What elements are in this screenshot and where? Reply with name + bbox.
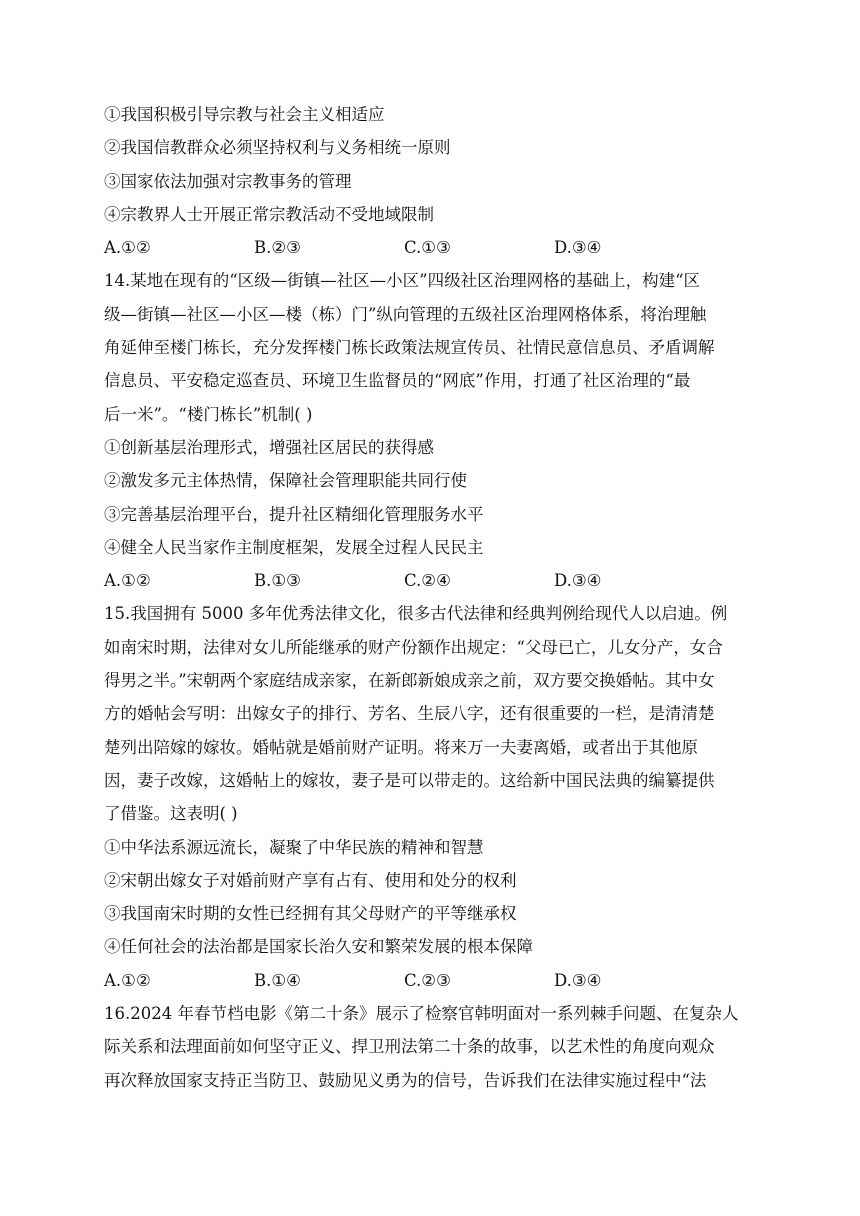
q14-stem-line-1: 14.某地在现有的“区级—街镇—社区—小区”四级社区治理网格的基础上，构建“区: [104, 271, 701, 291]
question-15-stem: [104, 597, 764, 830]
q13-option-d: D.③④: [554, 238, 602, 258]
q13-option-b: B.②③: [254, 238, 301, 258]
q15-options: [104, 964, 764, 997]
q14-options: [104, 564, 764, 597]
q14-option-a: A.①②: [104, 571, 151, 591]
q15-option-b: B.①④: [254, 970, 301, 990]
question-16-stem: [104, 997, 764, 1097]
q15-stem-line-7: 了借鉴。这表明( ): [104, 804, 238, 824]
q15-stem-line-1: 15.我国拥有 5000 多年优秀法律文化，很多古代法律和经典判例给现代人以启迪。例: [104, 604, 728, 624]
question-13-items: [104, 98, 764, 231]
q15-option-c: C.②③: [404, 970, 451, 990]
q15-item-2: ②宋朝出嫁女子对婚前财产享有占有、使用和处分的权利: [104, 870, 517, 890]
q14-item-4: ④健全人民当家作主制度框架，发展全过程人民民主: [104, 537, 484, 557]
q14-stem-line-3: 角延伸至楼门栋长，充分发挥楼门栋长政策法规宣传员、社情民意信息员、矛盾调解: [104, 338, 715, 358]
question-14-stem: [104, 264, 764, 430]
q13-item-2: ②我国信教群众必须坚持权利与义务相统一原则: [104, 138, 451, 158]
question-15-items: [104, 831, 764, 964]
q14-item-2: ②激发多元主体热情，保障社会管理职能共同行使: [104, 471, 467, 491]
q14-option-b: B.①③: [254, 571, 301, 591]
q15-stem-line-3: 得男之半。”宋朝两个家庭结成亲家，在新郎新娘成亲之前，双方要交换婚帖。其中女: [104, 671, 715, 691]
q14-stem-line-2: 级—街镇—社区—小区—楼（栋）门”纵向管理的五级社区治理网格体系，将治理触: [104, 304, 707, 324]
document-content: [104, 98, 764, 1097]
q13-options: [104, 231, 764, 264]
q14-option-c: C.②④: [404, 571, 451, 591]
q16-stem-line-1: 16.2024 年春节档电影《第二十条》展示了检察官韩明面对一系列棘手问题、在复杂人: [104, 1004, 739, 1024]
q14-item-3: ③完善基层治理平台，提升社区精细化管理服务水平: [104, 504, 484, 524]
q16-stem-line-2: 际关系和法理面前如何坚守正义、捍卫刑法第二十条的故事，以艺术性的角度向观众: [104, 1037, 715, 1057]
q15-stem-line-5: 楚列出陪嫁的嫁妆。婚帖就是婚前财产证明。将来万一夫妻离婚，或者出于其他原: [104, 737, 698, 757]
q15-stem-line-2: 如南宋时期，法律对女儿所能继承的财产份额作出规定：“父母已亡，儿女分产，女合: [104, 637, 723, 657]
q13-option-c: C.①③: [404, 238, 451, 258]
q15-option-a: A.①②: [104, 970, 151, 990]
q13-item-1: ①我国积极引导宗教与社会主义相适应: [104, 105, 385, 124]
q14-item-1: ①创新基层治理形式，增强社区居民的获得感: [104, 437, 434, 457]
question-14-items: [104, 431, 764, 564]
q15-option-d: D.③④: [554, 970, 602, 990]
q13-item-4: ④宗教界人士开展正常宗教活动不受地域限制: [104, 204, 434, 224]
q13-option-a: A.①②: [104, 238, 151, 258]
q14-stem-line-4: 信息员、平安稳定巡查员、环境卫生监督员的“网底”作用，打通了社区治理的“最: [104, 371, 691, 391]
q14-option-d: D.③④: [554, 571, 602, 591]
q15-stem-line-4: 方的婚帖会写明：出嫁女子的排行、芳名、生辰八字，还有很重要的一栏，是清清楚: [104, 704, 715, 724]
q15-item-3: ③我国南宋时期的女性已经拥有其父母财产的平等继承权: [104, 904, 517, 924]
q15-stem-line-6: 因，妻子改嫁，这婚帖上的嫁妆，妻子是可以带走的。这给新中国民法典的编纂提供: [104, 770, 715, 790]
q14-stem-line-5: 后一米”。“楼门栋长”机制( ): [104, 404, 313, 424]
q15-item-4: ④任何社会的法治都是国家长治久安和繁荣发展的根本保障: [104, 937, 533, 957]
q15-item-1: ①中华法系源远流长，凝聚了中华民族的精神和智慧: [104, 837, 484, 857]
q13-item-3: ③国家依法加强对宗教事务的管理: [104, 171, 352, 191]
q16-stem-line-3: 再次释放国家支持正当防卫、鼓励见义勇为的信号，告诉我们在法律实施过程中“法: [104, 1070, 707, 1090]
